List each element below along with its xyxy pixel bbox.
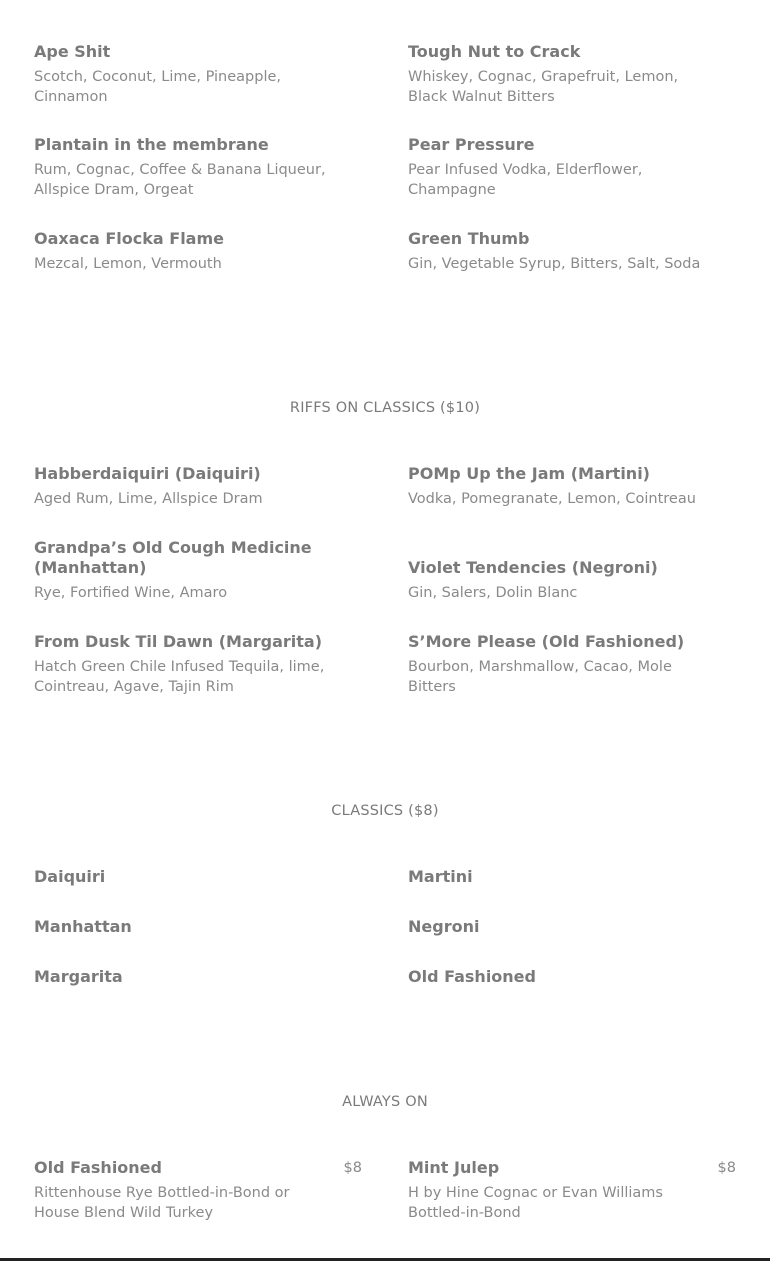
menu-item: [34, 42, 334, 107]
item-name: Habberdaiquiri (Daiquiri): [34, 464, 261, 483]
menu-item: [34, 632, 334, 697]
menu-item: [408, 229, 708, 274]
item-name: Oaxaca Flocka Flame: [34, 229, 224, 248]
menu-item: [34, 464, 334, 509]
item-name: Violet Tendencies (Negroni): [408, 558, 658, 577]
item-name: Old Fashioned: [408, 967, 536, 986]
item-description: Vodka, Pomegranate, Lemon, Cointreau: [408, 491, 696, 507]
menu-item: [34, 229, 334, 274]
menu-item: [408, 42, 708, 107]
item-name: Manhattan: [34, 917, 132, 936]
item-name: From Dusk Til Dawn (Margarita): [34, 632, 323, 651]
section-title-riffs: RIFFS ON CLASSICS ($10): [289, 400, 481, 416]
menu-item: [34, 917, 334, 937]
menu-item: [34, 538, 334, 603]
menu-item: [408, 632, 708, 697]
menu-item: [408, 135, 708, 200]
menu-item: [34, 867, 334, 887]
item-price: $8: [343, 1160, 362, 1176]
item-name: POMp Up the Jam (Martini): [408, 464, 650, 483]
section-title-classics: CLASSICS ($8): [331, 803, 439, 819]
item-name: Ape Shit: [34, 42, 111, 61]
menu-item: [34, 1158, 362, 1223]
menu-item: [408, 558, 708, 603]
menu-item: [34, 135, 334, 200]
item-description: Rye, Fortified Wine, Amaro: [34, 585, 228, 601]
item-description: Whiskey, Cognac, Grapefruit, Lemon, Black Walnut Bitters: [408, 69, 679, 105]
item-description: Bourbon, Marshmallow, Cacao, Mole Bitters: [408, 659, 672, 695]
item-description: Scotch, Coconut, Lime, Pineapple, Cinnamon: [34, 69, 282, 105]
item-name: Negroni: [408, 917, 480, 936]
item-name: Grandpa’s Old Cough Medicine (Manhattan): [34, 538, 312, 577]
item-name: Pear Pressure: [408, 135, 535, 154]
menu-item: [408, 967, 708, 987]
menu-item: [408, 1158, 736, 1223]
item-name: Old Fashioned: [34, 1158, 162, 1177]
item-name: Plantain in the membrane: [34, 135, 269, 154]
item-name: Margarita: [34, 967, 123, 986]
item-name: S’More Please (Old Fashioned): [408, 632, 685, 651]
item-description: H by Hine Cognac or Evan Williams Bottled-in-Bond: [408, 1185, 663, 1221]
item-description: Pear Infused Vodka, Elderflower, Champagne: [408, 162, 643, 198]
item-description: Aged Rum, Lime, Allspice Dram: [34, 491, 263, 507]
item-price: $8: [717, 1160, 736, 1176]
item-name: Tough Nut to Crack: [408, 42, 581, 61]
item-description: Rum, Cognac, Coffee & Banana Liqueur, Allspice Dram, Orgeat: [34, 162, 326, 198]
item-name: Martini: [408, 867, 473, 886]
item-description: Gin, Salers, Dolin Blanc: [408, 585, 578, 601]
section-title-always-on: ALWAYS ON: [342, 1094, 428, 1110]
item-description: Rittenhouse Rye Bottled-in-Bond or House Blend Wild Turkey: [34, 1185, 290, 1221]
item-description: Mezcal, Lemon, Vermouth: [34, 256, 222, 272]
item-name: Daiquiri: [34, 867, 106, 886]
item-description: Gin, Vegetable Syrup, Bitters, Salt, Soda: [408, 256, 701, 272]
menu-item: [34, 967, 334, 987]
item-name: Mint Julep: [408, 1158, 500, 1177]
menu-item: [408, 464, 708, 509]
menu-item: [408, 867, 708, 887]
item-description: Hatch Green Chile Infused Tequila, lime, Cointreau, Agave, Tajin Rim: [34, 659, 325, 695]
menu-item: [408, 917, 708, 937]
item-name: Green Thumb: [408, 229, 530, 248]
